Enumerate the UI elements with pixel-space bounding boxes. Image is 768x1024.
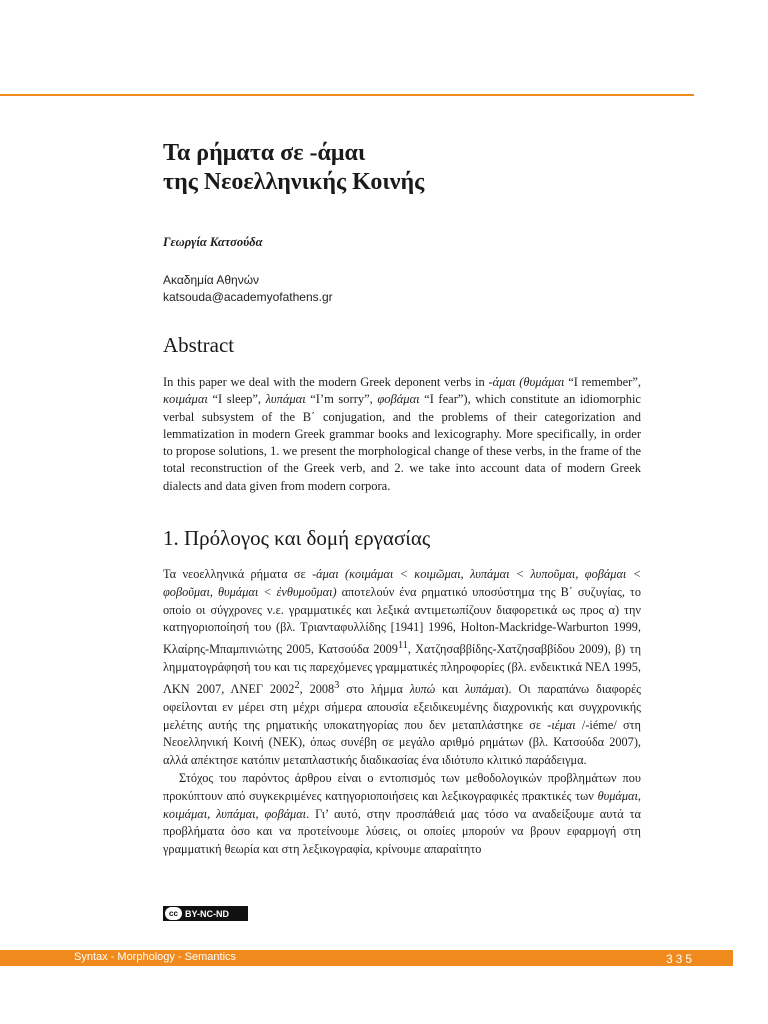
author-name: Γεωργία Κατσούδα bbox=[163, 235, 263, 249]
text-run: αποτελούν ένα ρηματικό υποσύστημα της Β΄ συζυγίας, το οποίο οι σύγχρονες ν.ε. γραμματικές και λεξικά αντιμετωπίζουν διαφορετικά ως προς α) την κατηγοριοποίησή του (βλ. Τριανταφυλλίδης [1941] 1996, Holton-Mackridge-Warburton 1999, Κλαίρης-Μπαμπινιώτης 2005, Κατσούδα 2009 bbox=[163, 584, 641, 657]
text-run: λυπάμαι bbox=[464, 681, 505, 696]
section-body bbox=[163, 566, 641, 859]
paper-title bbox=[163, 139, 663, 197]
text-run: φοβάμαι bbox=[377, 392, 420, 407]
cc-icon: cc bbox=[165, 907, 182, 920]
title-line-1: Τα ρήματα σε -άμαι bbox=[163, 140, 366, 166]
paragraph-1 bbox=[163, 566, 641, 770]
cc-license-badge[interactable] bbox=[163, 906, 248, 921]
title-line-2: της Νεοελληνικής Κοινής bbox=[163, 169, 425, 195]
text-run: ). Οι παραπάνω διαφορές οφείλονται εν μέρει στη μέχρι σήμερα απουσία εξειδικευμένης διαχρονικής και συγχρονικής μελέτης αυτής της ρηματικής υποκατηγορίας που δεν μεταπλάστηκε σε bbox=[163, 681, 642, 732]
text-run: λυπώ bbox=[409, 681, 436, 696]
license-label: BY-NC-ND bbox=[185, 908, 229, 919]
text-run: Τα νεοελληνικά ρήματα σε bbox=[163, 567, 313, 581]
abstract-heading: Abstract bbox=[163, 333, 235, 357]
text-run: In this paper we deal with the modern Greek deponent verbs in bbox=[163, 375, 489, 389]
abstract-text bbox=[163, 374, 641, 495]
text-run: -άμαι (κοιμάμαι < κοιμῶμαι, λυπάμαι < λυποῦμαι, φοβάμαι < φοβοῦμαι, θυμάμαι < ἐνθυμοῦμαι) bbox=[163, 567, 642, 599]
text-run: κοιμάμαι bbox=[163, 392, 208, 407]
text-run: και bbox=[435, 681, 465, 696]
affiliation: Ακαδημία Αθηνών bbox=[163, 273, 260, 287]
author-email[interactable]: katsouda@academyofathens.gr bbox=[163, 290, 333, 304]
text-run: /-iéme/ στη Νεοελληνική Κοινή (ΝΕΚ), όπως συνέβη σε μεγάλο αριθμό ρημάτων (βλ. Κατσούδα 2007), αλλά απέκτησε κατόπιν μεταπλαστικής διαδικασίας ένα ιδιότυπο κλιτικό παράδειγμα. bbox=[163, 717, 641, 768]
text-run: “I fear”), which constitute an idiomorphic verbal subsystem of the B΄ conjugation, and the problems of their categorization and lemmatization in modern Greek grammar books and lexicography. More specifically, in order to propose solutions, 1. we present the morphological change of these verbs, in the frame of the total reconstruction of the Greek verb, and 2. we take into account data of modern Greek dialects and data given from modern corpora. bbox=[163, 392, 641, 493]
footer-label: Syntax - Morphology - Semantics bbox=[74, 951, 237, 963]
page-number: 335 bbox=[665, 952, 695, 966]
header-rule bbox=[0, 94, 694, 96]
text-run: 3 bbox=[334, 679, 340, 691]
text-run: 2 bbox=[294, 679, 300, 691]
text-run: “I sleep”, bbox=[207, 392, 266, 407]
text-run: -ιέμαι bbox=[547, 717, 576, 732]
paragraph-2 bbox=[163, 770, 641, 859]
text-run: θυμάμαι, κοιμάμαι, λυπάμαι, φοβάμαι bbox=[163, 788, 641, 821]
text-run: , 2008 bbox=[299, 681, 335, 696]
text-run: . Γι’ αυτό, στην προσπάθειά μας τόσο να αναδείξουμε αυτά τα προβλήματα όσο και να προτείνουμε λύσεις, οι οποίες μπορούν να βρουν εφαρμογή στη γραμματική θεωρία και στη λεξικογραφία, κρίνουμε απαραίτητο bbox=[163, 806, 641, 857]
footer-bar bbox=[0, 950, 733, 966]
section-heading: 1. Πρόλογος και δομή εργασίας bbox=[163, 526, 431, 550]
text-run: , Χατζησαββίδης-Χατζησαββίδου 2009), β) τη λημματογράφησή του και τις παρεχόμενες γραμματικές πληροφορίες (βλ. ενδεικτικά ΝΕΛ 1995, ΛΚΝ 2007, ΛΝΕΓ 2002 bbox=[163, 642, 642, 696]
text-run: λυπάμαι bbox=[265, 392, 306, 407]
text-run: “I remember”, bbox=[564, 375, 641, 389]
text-run: Στόχος του παρόντος άρθρου είναι ο εντοπισμός των μεθοδολογικών προβλημάτων που προκύπτουν από συγκεκριμένες κατηγοριοποιήσεις και λεξικογραφικές πρακτικές των bbox=[163, 770, 641, 803]
text-run: στο λήμμα bbox=[339, 681, 410, 696]
text-run: “I’m sorry”, bbox=[305, 392, 378, 407]
affiliation-block bbox=[163, 272, 333, 306]
text-run: -άμαι (θυμάμαι bbox=[488, 375, 565, 389]
text-run: 11 bbox=[397, 640, 408, 652]
